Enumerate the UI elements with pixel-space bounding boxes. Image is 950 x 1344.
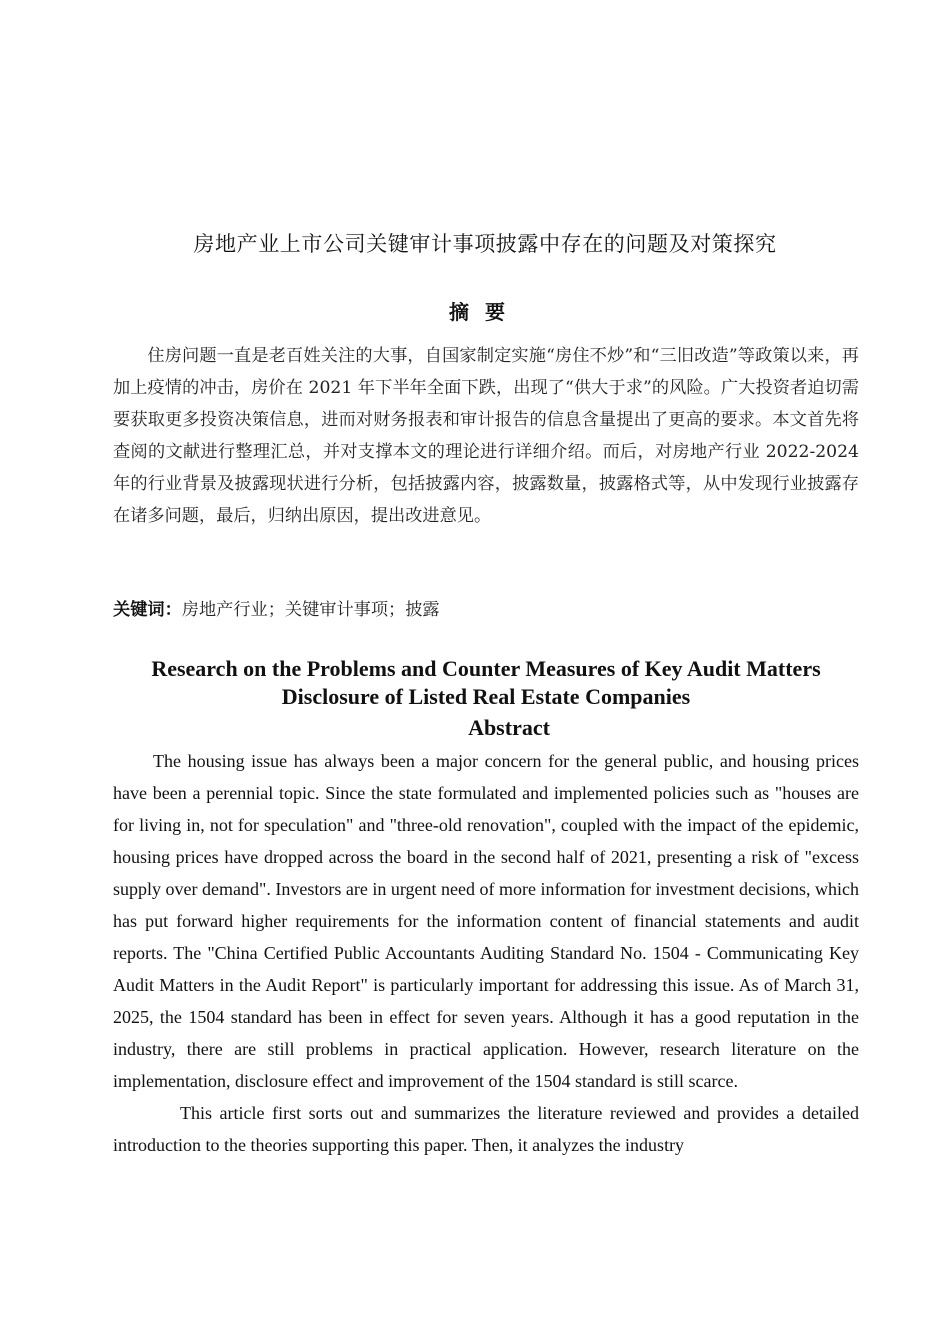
keywords-label: 关键词： xyxy=(113,600,182,620)
english-abstract-heading: Abstract xyxy=(468,715,550,740)
english-abstract-paragraph: This article first sorts out and summarizes the literature reviewed and provides a detailed introduction to the theories supporting this paper. Then, it analyzes the industry xyxy=(113,1103,859,1155)
keywords-line xyxy=(113,597,440,623)
english-abstract-paragraph: The housing issue has always been a major concern for the general public, and housing prices have been a perennial topic. Since the state formulated and implemented policies such as "houses are for living in, not for speculation" and "three-old renovation", coupled with the impact of the epidemic, housing prices have dropped across the board in the second half of 2021, presenting a risk of "excess supply over demand". Investors are in urgent need of more information for investment decisions, which has put forward higher requirements for the information content of financial statements and audit reports. The "China Certified Public Accountants Auditing Standard No. 1504 - Communicating Key Audit Matters in the Audit Report" is particularly important for addressing this issue. As of March 31, 2025, the 1504 standard has been in effect for seven years. Although it has a good reputation in the industry, there are still problems in practical application. However, research literature on the implementation, disclosure effect and improvement of the 1504 standard is still scarce. xyxy=(113,751,859,1091)
chinese-abstract-heading: 摘要 xyxy=(449,300,521,324)
keywords-value: 房地产行业；关键审计事项；披露 xyxy=(181,600,440,620)
chinese-abstract-body: 住房问题一直是老百姓关注的大事，自国家制定实施“房住不炒”和“三旧改造”等政策以来，再加上疫情的冲击，房价在 2021 年下半年全面下跌，出现了“供大于求”的风险。广大投资者迫切需要获取更多投资决策信息，进而对财务报表和审计报告的信息含量提出了更高的要求。本文首先将查阅的文献进行整理汇总，并对支撑本文的理论进行详细介绍。而后，对房地产行业 2022-2024 年的行业背景及披露现状进行分析，包括披露内容，披露数量，披露格式等，从中发现行业披露存在诸多问题，最后，归纳出原因，提出改进意见。 xyxy=(113,346,859,526)
english-abstract-body xyxy=(113,745,859,1161)
chinese-title: 房地产业上市公司关键审计事项披露中存在的问题及对策探究 xyxy=(193,232,777,256)
english-title: Research on the Problems and Counter Measures of Key Audit Matters Disclosure of Listed Real Estate Companies xyxy=(151,656,821,709)
